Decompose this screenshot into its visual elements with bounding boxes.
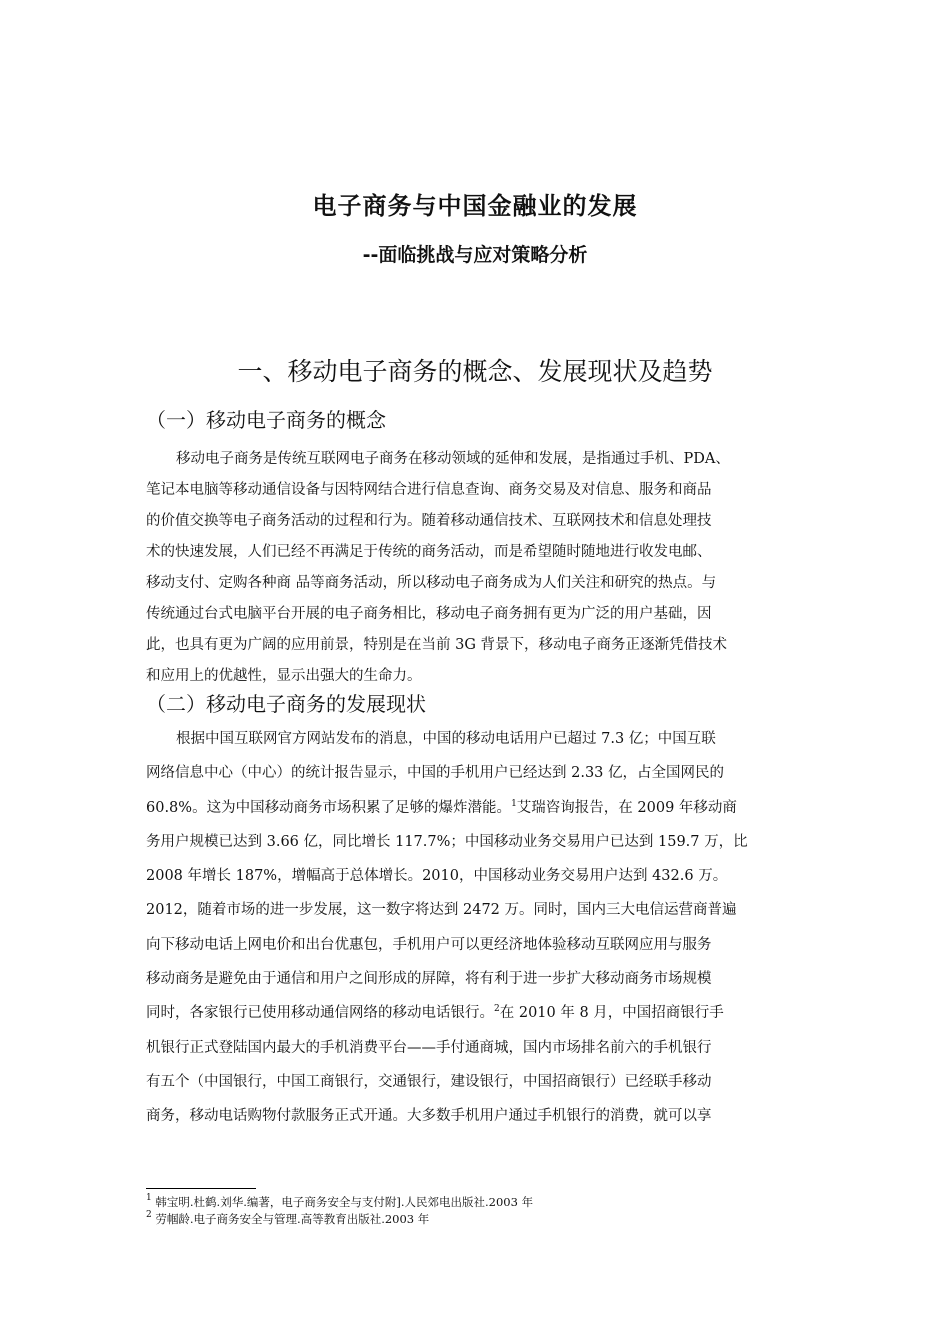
text-segment: 在 2010 年 8 月，中国招商银行手 bbox=[499, 1005, 724, 1022]
text-line: 移动支付、定购各种商 品等商务活动，所以移动电子商务成为人们关注和研究的热点。与 bbox=[146, 575, 717, 591]
footnote-text: 韩宝明.杜鹤.刘华.编著，电子商务安全与支付附].人民郊电出版社.2003 年 bbox=[155, 1195, 534, 1209]
paragraph-status bbox=[146, 722, 810, 1134]
subsection-heading-status: （二）移动电子商务的发展现状 bbox=[146, 692, 426, 716]
text-line: 移动电子商务是传统互联网电子商务在移动领域的延伸和发展，是指通过手机、PDA、 bbox=[176, 451, 730, 467]
text-line: 机银行正式登陆国内最大的手机消费平台——手付通商城，国内市场排名前六的手机银行 bbox=[146, 1039, 712, 1056]
text-line bbox=[146, 996, 810, 1030]
text-segment: 60.8%。这为中国移动商务市场积累了足够的爆炸潜能。 bbox=[146, 799, 512, 816]
text-line bbox=[146, 791, 810, 825]
text-line: 有五个（中国银行，中国工商银行，交通银行，建设银行，中国招商银行）已经联手移动 bbox=[146, 1073, 712, 1090]
text-line: 和应用上的优越性，显示出强大的生命力。 bbox=[146, 668, 422, 684]
footnote-2 bbox=[146, 1211, 826, 1228]
text-line: 传统通过台式电脑平台开展的电子商务相比，移动电子商务拥有更为广泛的用户基础，因 bbox=[146, 606, 712, 622]
page-title: 电子商务与中国金融业的发展 bbox=[312, 192, 638, 220]
text-line: 术的快速发展，人们已经不再满足于传统的商务活动，而是希望随时随地进行收发电邮、 bbox=[146, 544, 712, 560]
subsection-heading-concept: （一）移动电子商务的概念 bbox=[146, 408, 386, 432]
text-line: 此，也具有更为广阔的应用前景，特别是在当前 3G 背景下，移动电子商务正逐渐凭借技术 bbox=[146, 637, 728, 653]
text-line: 2008 年增长 187%，增幅高于总体增长。2010，中国移动业务交易用户达到 432.6 万。 bbox=[146, 868, 728, 885]
footnote-ref-2[interactable]: 2 bbox=[494, 1004, 500, 1015]
section-heading-1: 一、移动电子商务的概念、发展现状及趋势 bbox=[237, 357, 713, 386]
text-line: 网络信息中心（中心）的统计报告显示，中国的手机用户已经达到 2.33 亿，占全国网民的 bbox=[146, 765, 724, 782]
paragraph-concept bbox=[146, 444, 810, 692]
footnote-text: 劳帼龄.电子商务安全与管理.高等教育出版社.2003 年 bbox=[155, 1212, 430, 1226]
text-line: 的价值交换等电子商务活动的过程和行为。随着移动通信技术、互联网技术和信息处理技 bbox=[146, 513, 712, 529]
text-line: 向下移动电话上网电价和出台优惠包，手机用户可以更经济地体验移动互联网应用与服务 bbox=[146, 936, 712, 953]
footnote-ref-1[interactable]: 1 bbox=[511, 798, 517, 809]
footnotes bbox=[146, 1194, 826, 1228]
text-segment: 艾瑞咨询报告，在 2009 年移动商 bbox=[516, 799, 737, 816]
footnote-divider bbox=[146, 1188, 256, 1189]
footnote-mark: 2 bbox=[146, 1210, 152, 1220]
footnote-mark: 1 bbox=[146, 1193, 152, 1203]
text-line: 笔记本电脑等移动通信设备与因特网结合进行信息查询、商务交易及对信息、服务和商品 bbox=[146, 482, 712, 498]
text-segment: 同时，各家银行已使用移动通信网络的移动电话银行。 bbox=[146, 1005, 494, 1022]
page-subtitle: --面临挑战与应对策略分析 bbox=[362, 244, 588, 266]
footnote-1 bbox=[146, 1194, 826, 1211]
text-line: 2012，随着市场的进一步发展，这一数字将达到 2472 万。同时，国内三大电信运营商普遍 bbox=[146, 902, 737, 919]
text-line: 商务，移动电话购物付款服务正式开通。大多数手机用户通过手机银行的消费，就可以享 bbox=[146, 1108, 712, 1125]
text-line: 根据中国互联网官方网站发布的消息，中国的移动电话用户已超过 7.3 亿；中国互联 bbox=[176, 731, 716, 747]
text-line: 移动商务是避免由于通信和用户之间形成的屏障，将有利于进一步扩大移动商务市场规模 bbox=[146, 971, 712, 988]
text-line: 务用户规模已达到 3.66 亿，同比增长 117.7%；中国移动业务交易用户已达到 159.7 万，比 bbox=[146, 833, 748, 850]
